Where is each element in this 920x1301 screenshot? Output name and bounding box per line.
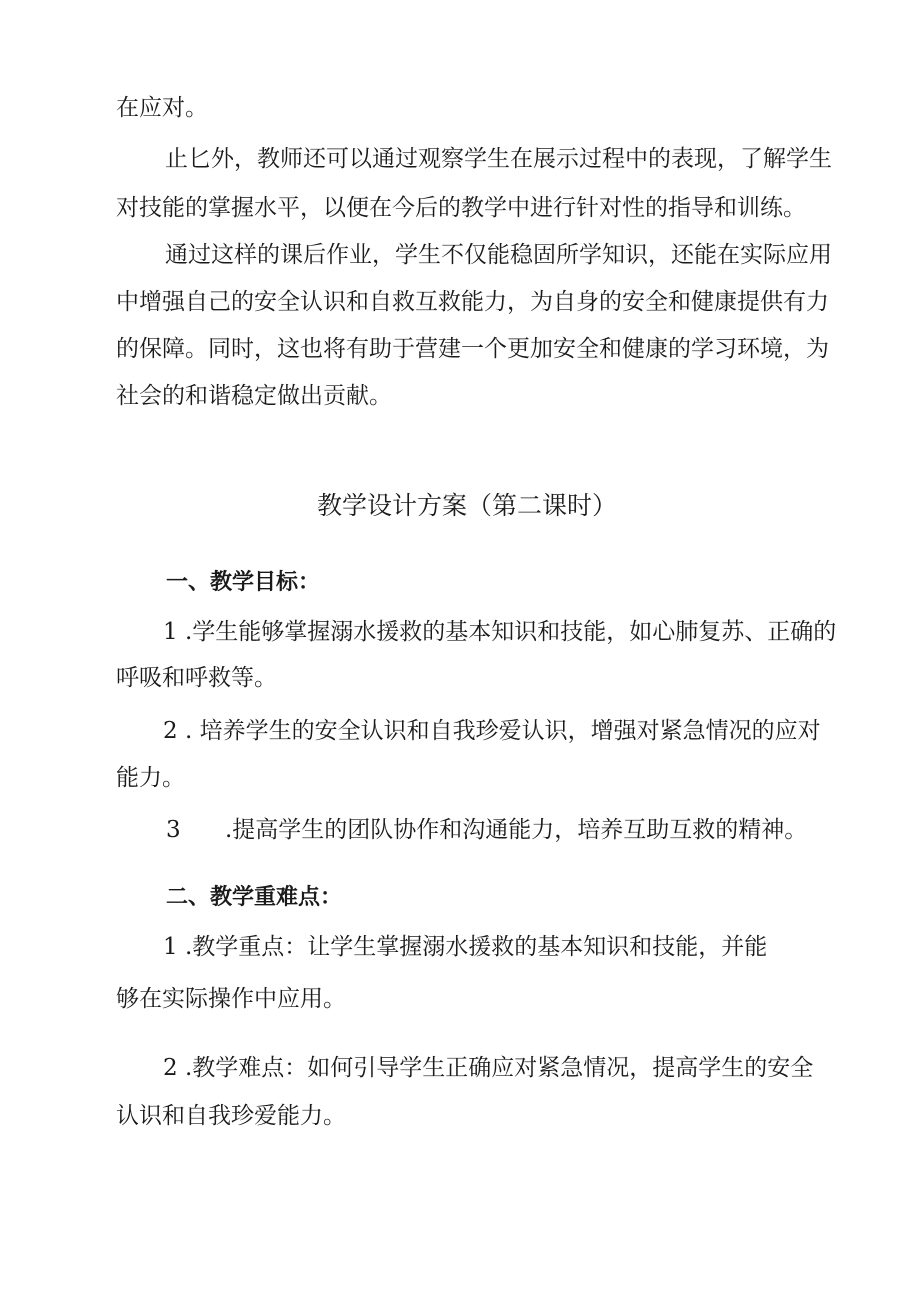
paragraph-1-line-1: 止匕外，教师还可以通过观察学生在展示过程中的表现，了解学生 xyxy=(165,146,832,172)
objective-3-text: .提高学生的团队协作和沟通能力，培养互助互救的精神。 xyxy=(225,817,808,843)
objective-2-line-1: 2 . 培养学生的安全认识和自我珍爱认识，增强对紧急情况的应对 xyxy=(163,718,821,744)
continuation-line: 在应对。 xyxy=(116,95,208,121)
objective-3-number: 3 xyxy=(166,817,181,843)
objective-2-line-2: 能力。 xyxy=(116,765,185,791)
paragraph-2-line-2: 中增强自己的安全认识和自救互救能力，为自身的安全和健康提供有力 xyxy=(116,289,829,315)
keypoint-1-line-1: 1 .教学重点：让学生掌握溺水援救的基本知识和技能，并能 xyxy=(163,934,768,960)
paragraph-1-line-2: 对技能的掌握水平，以便在今后的教学中进行针对性的指导和训练。 xyxy=(116,195,806,221)
keypoint-1-line-2: 够在实际操作中应用。 xyxy=(116,986,346,1012)
section-2-heading: 二、教学重难点： xyxy=(166,885,343,910)
paragraph-2-line-3: 的保障。同时，这也将有助于营建一个更加安全和健康的学习环境，为 xyxy=(116,336,829,362)
paragraph-2-line-4: 社会的和谐稳定做出贡献。 xyxy=(116,383,392,409)
objective-1-line-2: 呼吸和呼救等。 xyxy=(116,665,277,691)
paragraph-2-line-1: 通过这样的课后作业，学生不仅能稳固所学知识，还能在实际应用 xyxy=(165,242,832,268)
page-title: 教学设计方案（第二课时） xyxy=(317,491,618,520)
keypoint-2-line-1: 2 .教学难点：如何引导学生正确应对紧急情况，提高学生的安全 xyxy=(163,1055,814,1081)
section-1-heading: 一、教学目标： xyxy=(166,570,321,595)
keypoint-2-line-2: 认识和自我珍爱能力。 xyxy=(116,1103,346,1129)
objective-1-line-1: 1 .学生能够掌握溺水援救的基本知识和技能，如心肺复苏、正确的 xyxy=(163,619,837,645)
